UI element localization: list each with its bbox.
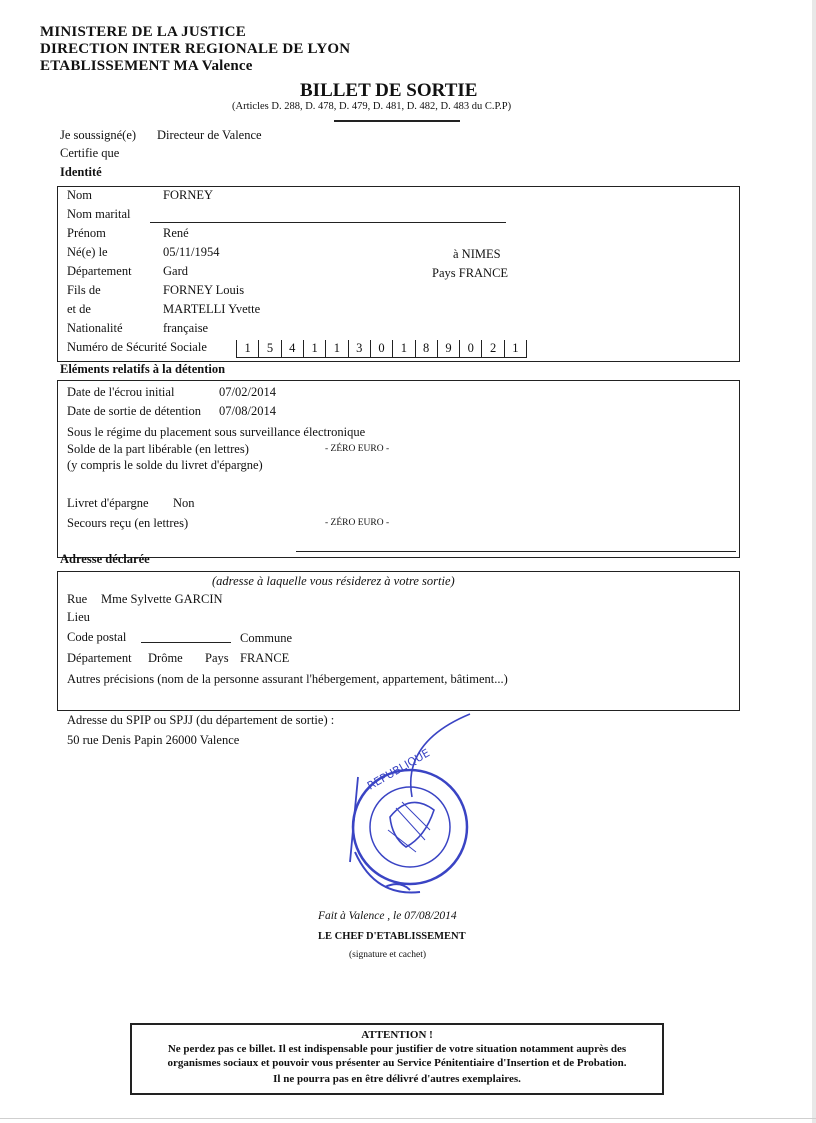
lieu-naissance: à NIMES: [453, 247, 501, 261]
nationalite-value: française: [163, 321, 209, 335]
fait-a: Fait à Valence , le 07/08/2014: [318, 910, 457, 922]
articles-subtitle: (Articles D. 288, D. 478, D. 479, D. 481, D. 482, D. 483 du C.P.P): [232, 101, 512, 112]
nss-digits: [236, 340, 527, 358]
adresse-heading: Adresse déclarée: [60, 552, 150, 566]
regime-text: Sous le régime du placement sous surveillance électronique: [67, 425, 366, 439]
pays-value: FRANCE: [240, 651, 290, 665]
svg-text:REPUBLIQUE: REPUBLIQUE: [365, 746, 432, 793]
code-postal-label: Code postal: [67, 630, 127, 644]
establishment-line: ETABLISSEMENT MA Valence: [40, 58, 253, 74]
official-seal-stamp: [330, 712, 490, 912]
nss-digit: 1: [304, 340, 326, 357]
soussigne-value: Directeur de Valence: [157, 128, 262, 142]
nss-digit: 8: [416, 340, 438, 357]
nss-digit: 5: [259, 340, 281, 357]
nss-digit: 0: [460, 340, 482, 357]
attention-line1: Ne perdez pas ce billet. Il est indispensable pour justifier de votre situation notamment auprès des: [167, 1043, 627, 1055]
nss-digit: 9: [438, 340, 460, 357]
attention-line3: Il ne pourra pas en être délivré d'autres exemplaires.: [273, 1073, 521, 1085]
certifie-label: Certifie que: [60, 146, 120, 160]
attention-box: [130, 1023, 664, 1095]
nss-label: Numéro de Sécurité Sociale: [67, 340, 207, 354]
departement-value: Gard: [163, 264, 188, 278]
prenom-value: René: [163, 226, 189, 240]
secours-line: [296, 551, 736, 552]
dept-label: Département: [67, 651, 132, 665]
nss-digit: 1: [237, 340, 259, 357]
title-underline: [334, 120, 460, 122]
secours-label: Secours reçu (en lettres): [67, 516, 189, 530]
sortie-label: Date de sortie de détention: [67, 404, 201, 418]
nss-digit: 1: [505, 340, 527, 357]
et-de-label: et de: [67, 302, 91, 316]
fils-de-label: Fils de: [67, 283, 101, 297]
livret-label: Livret d'épargne: [67, 496, 149, 510]
nss-digit: 2: [482, 340, 504, 357]
departement-label: Département: [67, 264, 132, 278]
mere-value: MARTELLI Yvette: [163, 302, 261, 316]
identite-box: [57, 186, 740, 362]
nom-label: Nom: [67, 188, 92, 202]
naissance-label: Né(e) le: [67, 245, 108, 259]
adresse-note: (adresse à laquelle vous résiderez à votre sortie): [212, 574, 455, 588]
pere-value: FORNEY Louis: [163, 283, 245, 297]
ecrou-value: 07/02/2014: [219, 385, 276, 399]
scan-edge-bottom: [0, 1118, 816, 1119]
detention-heading: Eléments relatifs à la détention: [60, 362, 226, 376]
chef-etablissement: LE CHEF D'ETABLISSEMENT: [318, 931, 466, 942]
ecrou-label: Date de l'écrou initial: [67, 385, 175, 399]
secours-value: - ZÉRO EURO -: [325, 518, 390, 528]
attention-line2: organismes sociaux et pouvoir vous présenter au Service Pénitentiaire d'Insertion et de Probation.: [167, 1057, 627, 1069]
rue-label: Rue: [67, 592, 88, 606]
dept-value: Drôme: [148, 651, 183, 665]
soussigne-label: Je soussigné(e): [60, 128, 137, 142]
nss-digit: 4: [282, 340, 304, 357]
livret-note: (y compris le solde du livret d'épargne): [67, 458, 263, 472]
scan-edge-right: [812, 0, 816, 1123]
pays-naissance: Pays FRANCE: [432, 266, 509, 280]
prenom-label: Prénom: [67, 226, 106, 240]
autres-precisions: Autres précisions (nom de la personne assurant l'hébergement, appartement, bâtiment...): [67, 672, 508, 686]
rue-value: Mme Sylvette GARCIN: [101, 592, 223, 606]
signature-cachet: (signature et cachet): [349, 950, 427, 960]
nom-marital-label: Nom marital: [67, 207, 131, 221]
identite-heading: Identité: [60, 165, 102, 179]
nss-digit: 0: [371, 340, 393, 357]
direction-line: DIRECTION INTER REGIONALE DE LYON: [40, 41, 351, 57]
sortie-value: 07/08/2014: [219, 404, 276, 418]
code-postal-line: [141, 642, 231, 643]
livret-value: Non: [173, 496, 195, 510]
attention-title: ATTENTION !: [361, 1029, 433, 1041]
solde-label: Solde de la part libérable (en lettres): [67, 442, 249, 456]
lieu-label: Lieu: [67, 610, 90, 624]
nom-marital-line: [150, 222, 506, 223]
commune-label: Commune: [240, 631, 293, 645]
pays-label: Pays: [205, 651, 229, 665]
spip-label: Adresse du SPIP ou SPJJ (du département de sortie) :: [67, 713, 335, 727]
nss-digit: 1: [326, 340, 348, 357]
nationalite-label: Nationalité: [67, 321, 123, 335]
naissance-value: 05/11/1954: [163, 245, 220, 259]
page-title: BILLET DE SORTIE: [300, 80, 478, 101]
solde-value: - ZÉRO EURO -: [325, 444, 390, 454]
nss-digit: 3: [349, 340, 371, 357]
nss-digit: 1: [393, 340, 415, 357]
nom-value: FORNEY: [163, 188, 214, 202]
spip-value: 50 rue Denis Papin 26000 Valence: [67, 733, 240, 747]
ministry-line: MINISTERE DE LA JUSTICE: [40, 24, 246, 40]
